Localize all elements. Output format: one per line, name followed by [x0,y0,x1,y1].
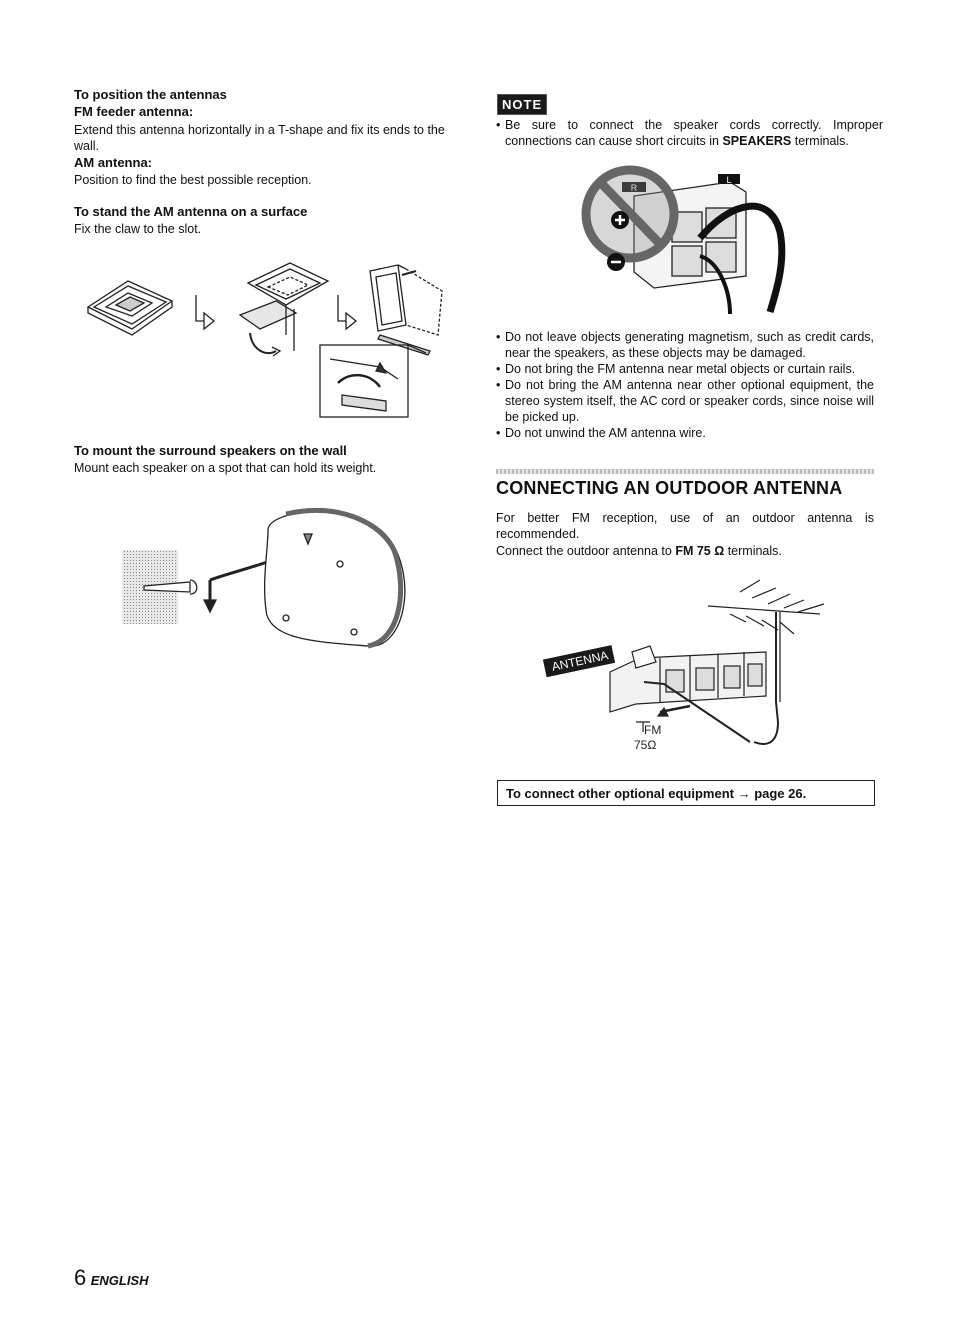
wall-mount-illustration [118,500,418,660]
warning-item: • Do not leave objects generating magnetism, such as credit cards, near the speakers, as these objects may be damaged. [496,329,874,361]
note-badge: NOTE [497,94,547,115]
speaker-terminal-illustration [580,152,800,322]
am-antenna-text: Position to find the best possible reception. [74,173,312,187]
warning-item: • Do not bring the AM antenna near other optional equipment, the stereo system itself, the AC cord or speaker cords, since noise will be picked up. [496,377,874,425]
page-reference-box: To connect other optional equipment → page 26. [497,780,875,806]
warning-item: • Do not bring the FM antenna near metal objects or curtain rails. [496,361,874,377]
section-rule [496,469,874,474]
fm-antenna-text: Extend this antenna horizontally in a T-shape and fix its ends to the wall. [74,123,445,153]
position-antennas-heading: To position the antennas [74,87,227,102]
page-footer [74,1265,149,1291]
page-number: 6 [74,1265,87,1290]
ohm-terminal-label: 75Ω [634,738,657,752]
section-title: CONNECTING AN OUTDOOR ANTENNA [496,478,843,498]
language-label: ENGLISH [90,1273,149,1288]
mount-speakers-text: Mount each speaker on a spot that can hold its weight. [74,461,377,475]
warnings-list [496,329,874,441]
outdoor-antenna-illustration [540,572,840,762]
outdoor-antenna-para2: Connect the outdoor antenna to FM 75 Ω terminals. [496,544,782,558]
am-antenna-heading: AM antenna: [74,155,152,170]
fm-terminal-label: FM [644,723,662,737]
mount-speakers-heading: To mount the surround speakers on the wall [74,443,347,458]
am-antenna-illustration [80,255,450,425]
warning-item: • Do not unwind the AM antenna wire. [496,425,874,441]
antenna-label: ANTENNA [550,648,610,674]
stand-antenna-heading: To stand the AM antenna on a surface [74,204,308,219]
note-bullet: • Be sure to connect the speaker cords correctly. Improper connections can cause short circuits in SPEAKERS terminals. [496,117,883,149]
outdoor-antenna-para1: For better FM reception, use of an outdoor antenna is recommended. [496,511,874,541]
stand-antenna-text: Fix the claw to the slot. [74,222,202,236]
l-label: L [726,175,732,185]
fm-antenna-heading: FM feeder antenna: [74,104,194,119]
